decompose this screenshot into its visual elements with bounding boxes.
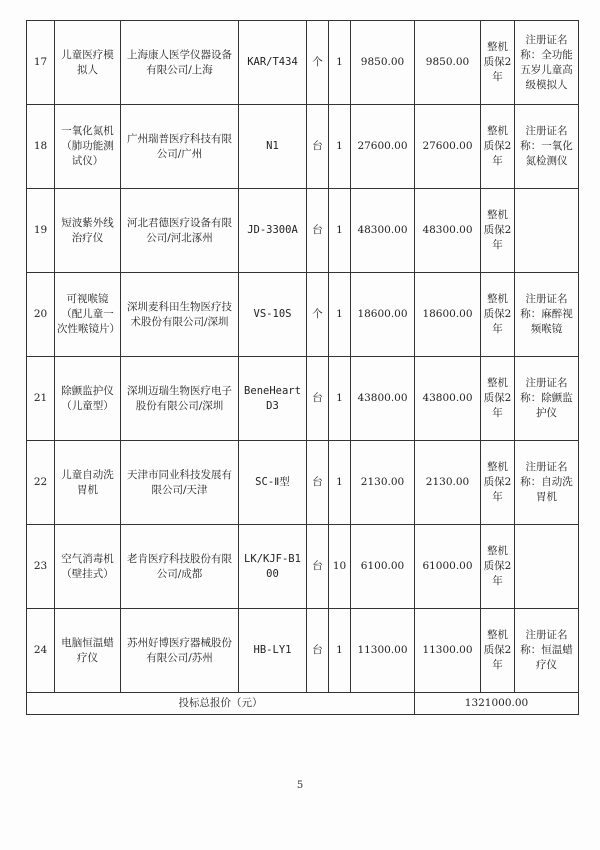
warranty: 整机质保2年: [481, 189, 515, 273]
row-number: 18: [27, 105, 55, 189]
product-name: 一氧化氮机（肺功能测试仪）: [55, 105, 121, 189]
quantity: 1: [329, 441, 351, 525]
row-number: 22: [27, 441, 55, 525]
row-number: 17: [27, 21, 55, 105]
warranty: 整机质保2年: [481, 357, 515, 441]
quantity: 1: [329, 357, 351, 441]
table-row: [27, 441, 579, 525]
product-name: 除颤监护仪（儿童型）: [55, 357, 121, 441]
manufacturer: 深圳迈瑞生物医疗电子股份有限公司/深圳: [121, 357, 239, 441]
unit-price: 18600.00: [351, 273, 415, 357]
warranty: 整机质保2年: [481, 525, 515, 609]
table-row: [27, 357, 579, 441]
line-total: 43800.00: [415, 357, 481, 441]
page-number: 5: [296, 780, 304, 791]
table-row: [27, 189, 579, 273]
manufacturer: 河北君德医疗设备有限公司/河北涿州: [121, 189, 239, 273]
remarks: 注册证名称：一氧化氮检测仪: [515, 105, 579, 189]
unit-price: 6100.00: [351, 525, 415, 609]
row-number: 19: [27, 189, 55, 273]
remarks: [515, 525, 579, 609]
manufacturer: 老肯医疗科技股份有限公司/成都: [121, 525, 239, 609]
product-name: 儿童自动洗胃机: [55, 441, 121, 525]
total-value: 1321000.00: [415, 693, 579, 715]
line-total: 48300.00: [415, 189, 481, 273]
line-total: 11300.00: [415, 609, 481, 693]
remarks: 注册证名称：恒温蜡疗仪: [515, 609, 579, 693]
quantity: 1: [329, 609, 351, 693]
manufacturer: 苏州好博医疗器械股份有限公司/苏州: [121, 609, 239, 693]
quantity: 10: [329, 525, 351, 609]
manufacturer: 上海康人医学仪器设备有限公司/上海: [121, 21, 239, 105]
model-number: BeneHeartD3: [239, 357, 307, 441]
total-row: [27, 693, 579, 715]
table-row: [27, 21, 579, 105]
row-number: 24: [27, 609, 55, 693]
bid-price-table: [26, 20, 579, 715]
quantity: 1: [329, 105, 351, 189]
line-total: 2130.00: [415, 441, 481, 525]
unit: 个: [307, 21, 329, 105]
model-number: N1: [239, 105, 307, 189]
warranty: 整机质保2年: [481, 105, 515, 189]
table-row: [27, 525, 579, 609]
table-row: [27, 273, 579, 357]
manufacturer: 深圳麦科田生物医疗技术股份有限公司/深圳: [121, 273, 239, 357]
model-number: SC-Ⅱ型: [239, 441, 307, 525]
product-name: 短波紫外线治疗仪: [55, 189, 121, 273]
unit-price: 2130.00: [351, 441, 415, 525]
model-number: KAR/T434: [239, 21, 307, 105]
remarks: 注册证名称：麻醉视频喉镜: [515, 273, 579, 357]
quantity: 1: [329, 273, 351, 357]
line-total: 18600.00: [415, 273, 481, 357]
unit: 个: [307, 273, 329, 357]
unit: 台: [307, 609, 329, 693]
line-total: 61000.00: [415, 525, 481, 609]
line-total: 27600.00: [415, 105, 481, 189]
remarks: 注册证名称：全功能五岁儿童高级模拟人: [515, 21, 579, 105]
model-number: JD-3300A: [239, 189, 307, 273]
total-label: 投标总报价（元）: [27, 693, 415, 715]
table-row: [27, 105, 579, 189]
unit: 台: [307, 441, 329, 525]
table-row: [27, 609, 579, 693]
unit: 台: [307, 357, 329, 441]
line-total: 9850.00: [415, 21, 481, 105]
unit-price: 48300.00: [351, 189, 415, 273]
remarks: [515, 189, 579, 273]
unit-price: 27600.00: [351, 105, 415, 189]
model-number: VS-10S: [239, 273, 307, 357]
product-name: 空气消毒机（壁挂式）: [55, 525, 121, 609]
warranty: 整机质保2年: [481, 441, 515, 525]
row-number: 21: [27, 357, 55, 441]
warranty: 整机质保2年: [481, 609, 515, 693]
manufacturer: 广州瑞普医疗科技有限公司/广州: [121, 105, 239, 189]
manufacturer: 天津市同业科技发展有限公司/天津: [121, 441, 239, 525]
unit-price: 11300.00: [351, 609, 415, 693]
warranty: 整机质保2年: [481, 21, 515, 105]
quantity: 1: [329, 189, 351, 273]
product-name: 可视喉镜（配儿童一次性喉镜片）: [55, 273, 121, 357]
unit-price: 9850.00: [351, 21, 415, 105]
model-number: HB-LY1: [239, 609, 307, 693]
warranty: 整机质保2年: [481, 273, 515, 357]
product-name: 儿童医疗模拟人: [55, 21, 121, 105]
quantity: 1: [329, 21, 351, 105]
model-number: LK/KJF-B100: [239, 525, 307, 609]
unit: 台: [307, 525, 329, 609]
remarks: 注册证名称：自动洗胃机: [515, 441, 579, 525]
unit: 台: [307, 105, 329, 189]
row-number: 20: [27, 273, 55, 357]
unit: 台: [307, 189, 329, 273]
remarks: 注册证名称：除颤监护仪: [515, 357, 579, 441]
product-name: 电脑恒温蜡疗仪: [55, 609, 121, 693]
row-number: 23: [27, 525, 55, 609]
unit-price: 43800.00: [351, 357, 415, 441]
